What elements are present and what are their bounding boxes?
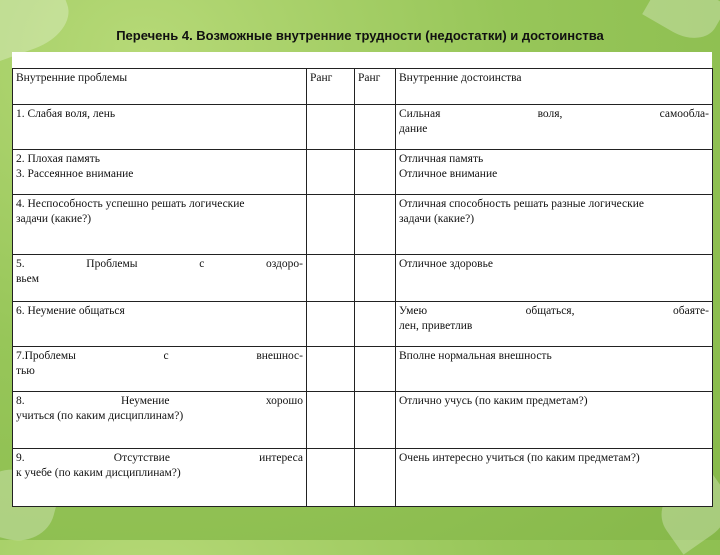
strength-cell — [396, 392, 713, 449]
header-strengths: Внутренние достоинства — [396, 69, 713, 105]
rank-cell[interactable] — [355, 302, 396, 347]
difficulties-table — [12, 68, 713, 507]
problem-cell — [13, 347, 307, 392]
problem-cell — [13, 449, 307, 507]
strength-text: Отличная память — [399, 153, 484, 165]
strength-cell — [396, 150, 713, 195]
rank-cell[interactable] — [355, 150, 396, 195]
table-row — [13, 302, 713, 347]
header-rank-2: Ранг — [355, 69, 396, 105]
rank-cell[interactable] — [355, 255, 396, 302]
table-header-row — [13, 69, 713, 105]
problem-text: вьем — [16, 273, 40, 285]
problem-text: к учебе (по каким дисциплинам?) — [16, 467, 181, 479]
strength-cell — [396, 105, 713, 150]
problem-text: учиться (по каким дисциплинам?) — [16, 410, 184, 422]
problem-cell — [13, 392, 307, 449]
problem-text: 5. Проблемы с оздоро- — [16, 258, 303, 270]
problem-text: 3. Рассеянное внимание — [16, 168, 134, 180]
rank-cell[interactable] — [307, 105, 355, 150]
problem-text: 1. Слабая воля, лень — [16, 108, 116, 120]
rank-cell[interactable] — [307, 150, 355, 195]
strength-text: задачи (какие?) — [399, 213, 475, 225]
rank-cell[interactable] — [355, 195, 396, 255]
strength-text: Очень интересно учиться (по каким предметам?) — [399, 452, 640, 464]
strength-text: Сильная воля, самообла- — [399, 108, 709, 120]
rank-cell[interactable] — [355, 105, 396, 150]
header-problems: Внутренние проблемы — [13, 69, 307, 105]
table-row — [13, 150, 713, 195]
problem-cell — [13, 302, 307, 347]
problem-text: 4. Неспособность успешно решать логические — [16, 198, 245, 210]
problem-text: 7.Проблемы с внешнос- — [16, 350, 303, 362]
page-title: Перечень 4. Возможные внутренние трудности (недостатки) и достоинства — [116, 28, 604, 43]
strength-text: Вполне нормальная внешность — [399, 350, 552, 362]
rank-cell[interactable] — [307, 255, 355, 302]
strength-cell — [396, 449, 713, 507]
strength-text: Отличная способность решать разные логические — [399, 198, 644, 210]
header-rank-1: Ранг — [307, 69, 355, 105]
problem-cell — [13, 195, 307, 255]
strength-text: дание — [399, 123, 428, 135]
document-panel — [12, 52, 712, 507]
problem-text: задачи (какие?) — [16, 213, 92, 225]
problem-text: тью — [16, 365, 35, 377]
problem-cell — [13, 255, 307, 302]
rank-cell[interactable] — [307, 347, 355, 392]
rank-cell[interactable] — [307, 302, 355, 347]
rank-cell[interactable] — [355, 449, 396, 507]
problem-cell — [13, 150, 307, 195]
problem-cell — [13, 105, 307, 150]
table-row — [13, 105, 713, 150]
rank-cell[interactable] — [307, 195, 355, 255]
strength-text: Отличное здоровье — [399, 258, 493, 270]
table-row — [13, 392, 713, 449]
strength-text: Отличное внимание — [399, 168, 498, 180]
problem-text: 6. Неумение общаться — [16, 305, 125, 317]
strength-cell — [396, 255, 713, 302]
rank-cell[interactable] — [307, 449, 355, 507]
strength-text: Отлично учусь (по каким предметам?) — [399, 395, 588, 407]
table-row — [13, 449, 713, 507]
table-row — [13, 255, 713, 302]
strength-cell — [396, 302, 713, 347]
problem-text: 9. Отсутствие интереса — [16, 452, 303, 464]
table-row — [13, 347, 713, 392]
problem-text: 8. Неумение хорошо — [16, 395, 303, 407]
strength-text: Умею общаться, обаяте- — [399, 305, 709, 317]
rank-cell[interactable] — [355, 347, 396, 392]
rank-cell[interactable] — [355, 392, 396, 449]
rank-cell[interactable] — [307, 392, 355, 449]
strength-cell — [396, 195, 713, 255]
problem-text: 2. Плохая память — [16, 153, 100, 165]
table-row — [13, 195, 713, 255]
strength-cell — [396, 347, 713, 392]
strength-text: лен, приветлив — [399, 320, 473, 332]
